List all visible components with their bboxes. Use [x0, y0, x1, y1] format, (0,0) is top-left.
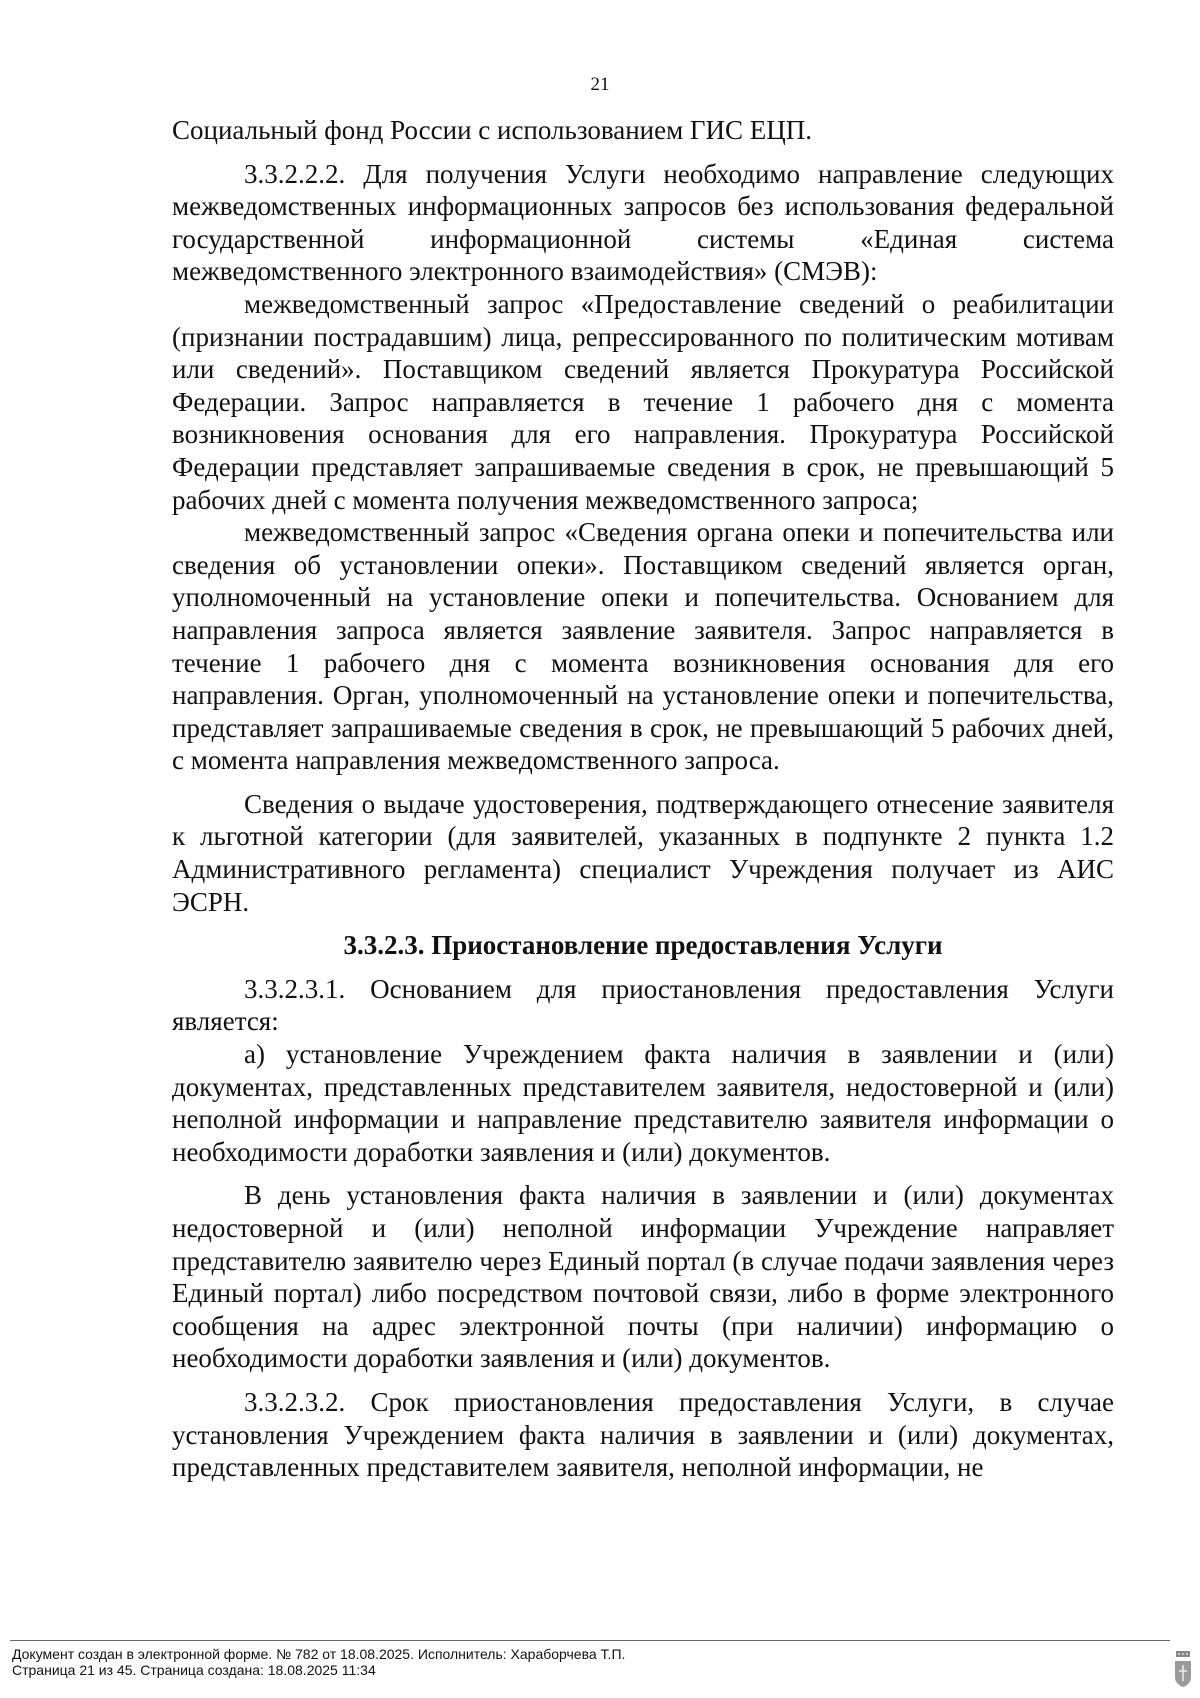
paragraph: межведомственный запрос «Предоставление сведений о реабилитации (признании пострадавшим) лица, репрессированного по политическим мотивам или сведений». Поставщиком сведений является Прокуратура Российской Федерации. Запрос направляется в течение 1 рабочего дня с момента возникновения основания для его направления. Прокуратура Российской Федерации представляет запрашиваемые сведения в срок, не превышающий 5 рабочих дней с момента получения межведомственного запроса;: [172, 288, 1114, 515]
footer-divider: [10, 1640, 1170, 1641]
footer-page-info: Страница 21 из 45. Страница создана: 18.08.2025 11:34: [12, 1662, 376, 1678]
paragraph: а) установление Учреждением факта наличия в заявлении и (или) документах, представленных представителем заявителя, недостоверной и (или) неполной информации и направление представителю заявителя информации о необходимости доработки заявления и (или) документов.: [172, 1039, 1114, 1167]
section-heading: 3.3.2.3. Приостановление предоставления Услуги: [343, 930, 943, 961]
page-number: 21: [590, 74, 610, 95]
paragraph: 3.3.2.3.2. Срок приостановления предоставления Услуги, в случае установления Учреждением факта наличия в заявлении и (или) документах, представленных представителем заявителя, неполной информации, не: [172, 1386, 1114, 1483]
footer-document-info: Документ создан в электронной форме. № 782 от 18.08.2025. Исполнитель: Хараборчева Т.П.: [12, 1646, 626, 1662]
footer: [12, 1646, 625, 1678]
paragraph: Социальный фонд России с использованием ГИС ЕЦП.: [172, 115, 813, 145]
paragraph: межведомственный запрос «Сведения органа опеки и попечительства или сведения об установлении опеки». Поставщиком сведений является орган, уполномоченный на установление опеки и попечительства. Основанием для направления запроса является заявление заявителя. Запрос направляется в течение 1 рабочего дня с момента возникновения основания для его направления. Орган, уполномоченный на установление опеки и попечительства, представляет запрашиваемые сведения в срок, не превышающий 5 рабочих дней, с момента направления межведомственного запроса.: [172, 517, 1114, 776]
document-body: [172, 114, 1114, 1484]
paragraph: Сведения о выдаче удостоверения, подтверждающего отнесение заявителя к льготной категории (для заявителей, указанных в подпункте 2 пункта 1.2 Административного регламента) специалист Учреждения получает из АИС ЭСРН.: [172, 788, 1114, 917]
paragraph: 3.3.2.3.1. Основанием для приостановления предоставления Услуги является:: [172, 973, 1114, 1037]
paragraph: 3.3.2.2.2. Для получения Услуги необходимо направление следующих межведомственных информационных запросов без использования федеральной государственной информационной системы «Единая система межведомственного электронного взаимодействия» (СМЭВ):: [172, 158, 1114, 287]
paragraph: В день установления факта наличия в заявлении и (или) документах недостоверной и (или) неполной информации Учреждение направляет представителю заявителю через Единый портал (в случае подачи заявления через Единый портал) либо посредством почтовой связи, либо в форме электронного сообщения на адрес электронной почты (при наличии) информацию о необходимости доработки заявления и (или) документов.: [172, 1180, 1114, 1374]
coat-of-arms-icon: [1174, 1651, 1192, 1687]
